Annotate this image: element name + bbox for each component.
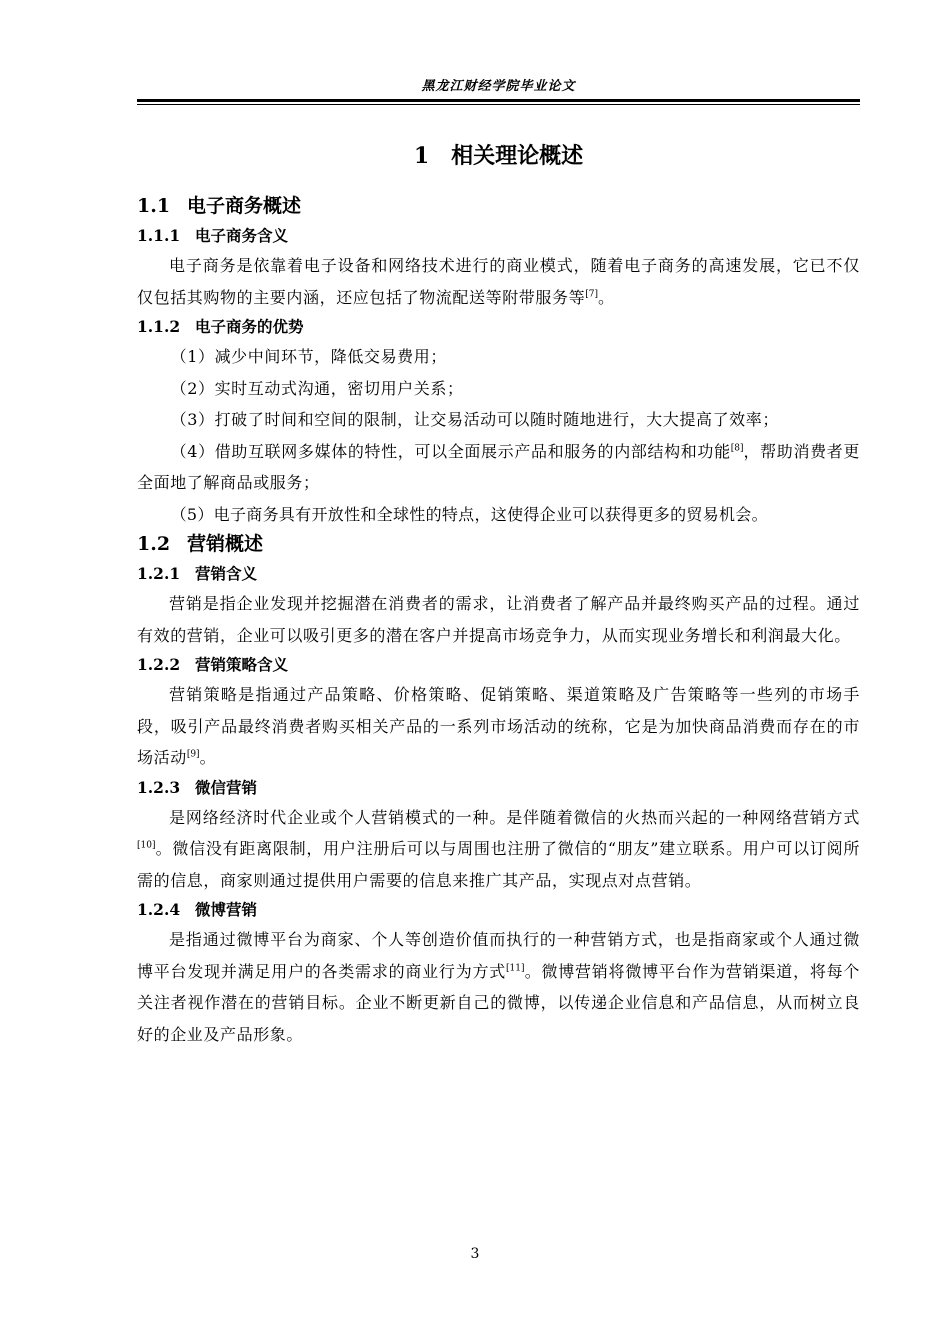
paragraph-wechat-marketing	[137, 802, 860, 897]
header-rule-thick	[137, 99, 860, 102]
subsection-number: 1.2.1	[137, 564, 181, 583]
subsection-number: 1.2.3	[137, 777, 181, 797]
chapter-title	[137, 140, 860, 172]
subsection-heading-1-2-3	[137, 774, 860, 802]
citation-8: [8]	[730, 443, 744, 454]
paragraph-text: 营销策略是指通过产品策略、价格策略、促销策略、渠道策略及广告策略等一些列的市场手段，吸引产品最终消费者购买相关产品的一系列市场活动的统称，它是为加快商品消费而存在的市场活动	[137, 685, 860, 767]
subsection-heading-1-2-4	[137, 896, 860, 924]
section-heading-1-1	[137, 192, 860, 220]
list-item-end: ，帮助消费者更全面地了解商品或服务；	[137, 441, 860, 492]
header-rule-thin	[137, 104, 860, 105]
subsection-title: 电子商务的优势	[195, 318, 304, 336]
subsection-heading-1-1-1	[137, 222, 860, 250]
paragraph-text: 是指通过微博平台为商家、个人等创造价值而执行的一种营销方式，也是指商家或个人通过微博平台发现并满足用户的各类需求的商业行为方式	[137, 930, 860, 981]
page-body	[137, 140, 860, 1050]
paragraph-marketing-definition: 营销是指企业发现并挖掘潜在消费者的需求，让消费者了解产品并最终购买产品的过程。通过有效的营销，企业可以吸引更多的潜在客户并提高市场竞争力，从而实现业务增长和利润最大化。	[137, 594, 860, 645]
page-number: 3	[470, 1246, 480, 1262]
section-number: 1.2	[137, 533, 171, 555]
citation-10: [10]	[137, 840, 156, 851]
paragraph-text-continued: 。微博营销将微博平台作为营销渠道，将每个关注者视作潜在的营销目标。企业不断更新自己的微博，以传递企业信息和产品信息，从而树立良好的企业及产品形象。	[137, 961, 860, 1044]
section-title: 营销概述	[187, 533, 264, 555]
paragraph-ecommerce-definition	[137, 250, 860, 313]
subsection-title: 微博营销	[195, 901, 258, 919]
list-item: （2）实时互动式沟通，密切用户关系；	[170, 378, 464, 398]
chapter-number: 1	[413, 143, 430, 169]
citation-9: [9]	[186, 749, 200, 760]
subsection-number: 1.2.4	[137, 900, 181, 919]
paragraph-marketing-strategy	[137, 679, 860, 774]
list-item	[137, 436, 860, 499]
paragraph-text-continued: 。微信没有距离限制，用户注册后可以与周围也注册了微信的“朋友”建立联系。用户可以订阅所需的信息，商家则通过提供用户需要的信息来推广其产品，实现点对点营销。	[137, 839, 860, 890]
subsection-title: 营销策略含义	[195, 656, 289, 674]
subsection-heading-1-1-2	[137, 313, 860, 341]
paragraph-text: 电子商务是依靠着电子设备和网络技术进行的商业模式，随着电子商务的高速发展，它已不仅仅包括其购物的主要内涵，还应包括了物流配送等附带服务等	[137, 256, 860, 307]
list-item: （1）减少中间环节，降低交易费用；	[170, 347, 447, 366]
chapter-title-text: 相关理论概述	[451, 143, 584, 169]
section-heading-1-2	[137, 530, 860, 558]
section-title: 电子商务概述	[187, 195, 302, 217]
subsection-title: 电子商务含义	[195, 227, 289, 245]
paragraph-end: 。	[597, 287, 615, 307]
list-item: （5）电子商务具有开放性和全球性的特点，这使得企业可以获得更多的贸易机会。	[170, 504, 768, 524]
subsection-number: 1.2.2	[137, 655, 181, 674]
paragraph-weibo-marketing	[137, 924, 860, 1050]
subsection-title: 微信营销	[195, 778, 258, 797]
paragraph-text: 是网络经济时代企业或个人营销模式的一种。是伴随着微信的火热而兴起的一种网络营销方式	[169, 807, 860, 827]
list-item-text: （4）借助互联网多媒体的特性，可以全面展示产品和服务的内部结构和功能	[170, 441, 731, 461]
subsection-heading-1-2-1	[137, 560, 860, 588]
section-number: 1.1	[137, 195, 171, 217]
running-header: 黑龙江财经学院毕业论文	[421, 79, 576, 94]
citation-7: [7]	[585, 289, 598, 300]
list-item: （3）打破了时间和空间的限制，让交易活动可以随时随地进行，大大提高了效率；	[170, 410, 779, 429]
subsection-number: 1.1.1	[137, 226, 181, 245]
subsection-heading-1-2-2	[137, 651, 860, 679]
subsection-title: 营销含义	[195, 565, 258, 583]
paragraph-end: 。	[199, 748, 217, 767]
citation-11: [11]	[506, 963, 525, 974]
subsection-number: 1.1.2	[137, 317, 181, 336]
